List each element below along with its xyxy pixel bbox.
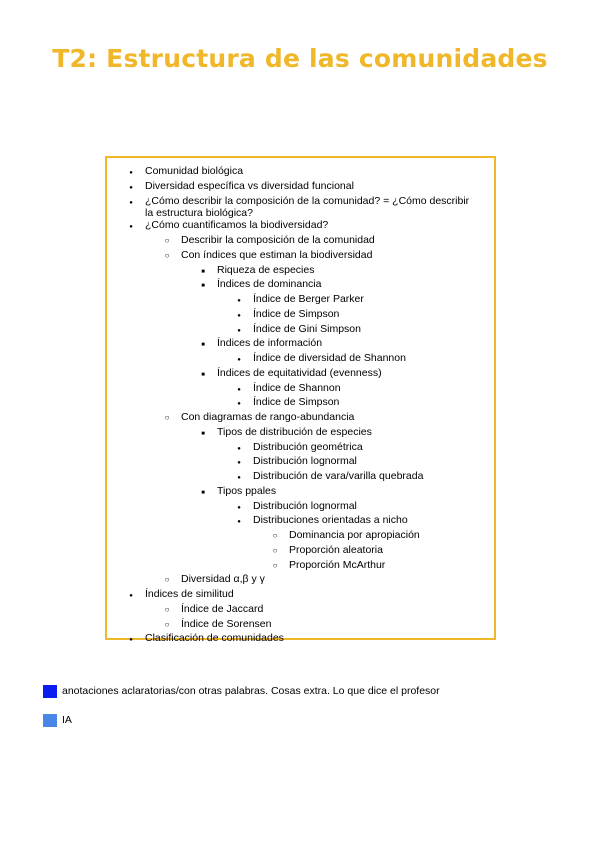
outline-item: Índice de Simpson [253,396,340,409]
outline-item: Índice de Simpson [253,307,340,320]
legend-label: anotaciones aclaratorias/con otras palabras. Cosas extra. Lo que dice el profesor [62,685,440,697]
outline-item: Índice de Jaccard [181,602,264,615]
outline-item: Describir la composición de la comunidad [181,234,375,246]
outline-item: Diversidad específica vs diversidad funcional [145,179,354,192]
outline-item: Distribución lognormal [253,499,357,512]
outline-item: Diversidad α,β y γ [181,573,265,586]
bullet-icon [162,618,172,631]
bullet-icon [234,382,244,396]
bullet-icon [198,337,208,351]
bullet-icon [270,529,280,542]
bullet-icon [270,559,280,572]
outline-item: Proporción McArthur [289,558,386,571]
bullet-icon [126,180,136,194]
bullet-icon [162,249,172,262]
outline-item: Dominancia por apropiación [289,529,420,541]
outline-item: Índices de dominancia [217,278,322,291]
outline-item: Comunidad biológica [145,165,244,177]
bullet-icon [234,455,244,469]
outline-item: Clasificación de comunidades [145,632,284,645]
outline-item: Distribuciones orientadas a nicho [253,514,408,527]
bullet-icon [126,588,136,602]
outline-item: ¿Cómo describir la composición de la comunidad? = ¿Cómo describir [145,194,470,207]
outline-item: Distribución geométrica [253,440,363,453]
bullet-icon [234,514,244,528]
bullet-icon [270,544,280,557]
outline-item: Distribución lognormal [253,455,357,468]
bullet-icon [126,165,136,179]
outline-item: Índices de equitatividad (evenness) [217,366,382,379]
bullet-icon [126,632,136,646]
outline-item: Índice de Shannon [253,381,341,394]
outline-item: Índice de Gini Simpson [253,322,361,335]
outline-item: Proporción aleatoria [289,543,383,556]
outline-item: Riqueza de especies [217,263,315,276]
bullet-icon [162,573,172,586]
outline-item: Distribución de vara/varilla quebrada [253,470,424,482]
outline-item: ¿Cómo cuantificamos la biodiversidad? [145,219,329,232]
outline-item: Con diagramas de rango-abundancia [181,411,355,423]
bullet-icon [162,234,172,247]
outline-item: Índices de similitud [145,588,234,600]
bullet-icon [234,441,244,455]
outline-item-continuation: la estructura biológica? [145,206,253,219]
bullet-icon [198,264,208,278]
bullet-icon [162,411,172,424]
page-title: T2: Estructura de las comunidades [52,44,548,73]
outline-item: Tipos de distribución de especies [217,425,372,438]
bullet-icon [198,485,208,499]
bullet-icon [198,426,208,440]
bullet-icon [234,396,244,410]
outline-item: Índice de Berger Parker [253,293,364,305]
legend-swatch [43,714,57,727]
bullet-icon [234,308,244,322]
outline-item: Índice de Sorensen [181,617,272,630]
legend-label: IA [62,714,72,726]
bullet-icon [198,367,208,381]
outline-item: Tipos ppales [217,484,277,497]
bullet-icon [234,352,244,366]
legend-swatch [43,685,57,698]
bullet-icon [126,219,136,233]
bullet-icon [198,278,208,292]
bullet-icon [234,470,244,484]
bullet-icon [234,500,244,514]
outline-item: Índice de diversidad de Shannon [253,352,406,364]
bullet-icon [234,293,244,307]
bullet-icon [126,195,136,209]
bullet-icon [162,603,172,616]
outline-item: Índices de información [217,337,323,350]
outline-item: Con índices que estiman la biodiversidad [181,248,373,261]
bullet-icon [234,323,244,337]
